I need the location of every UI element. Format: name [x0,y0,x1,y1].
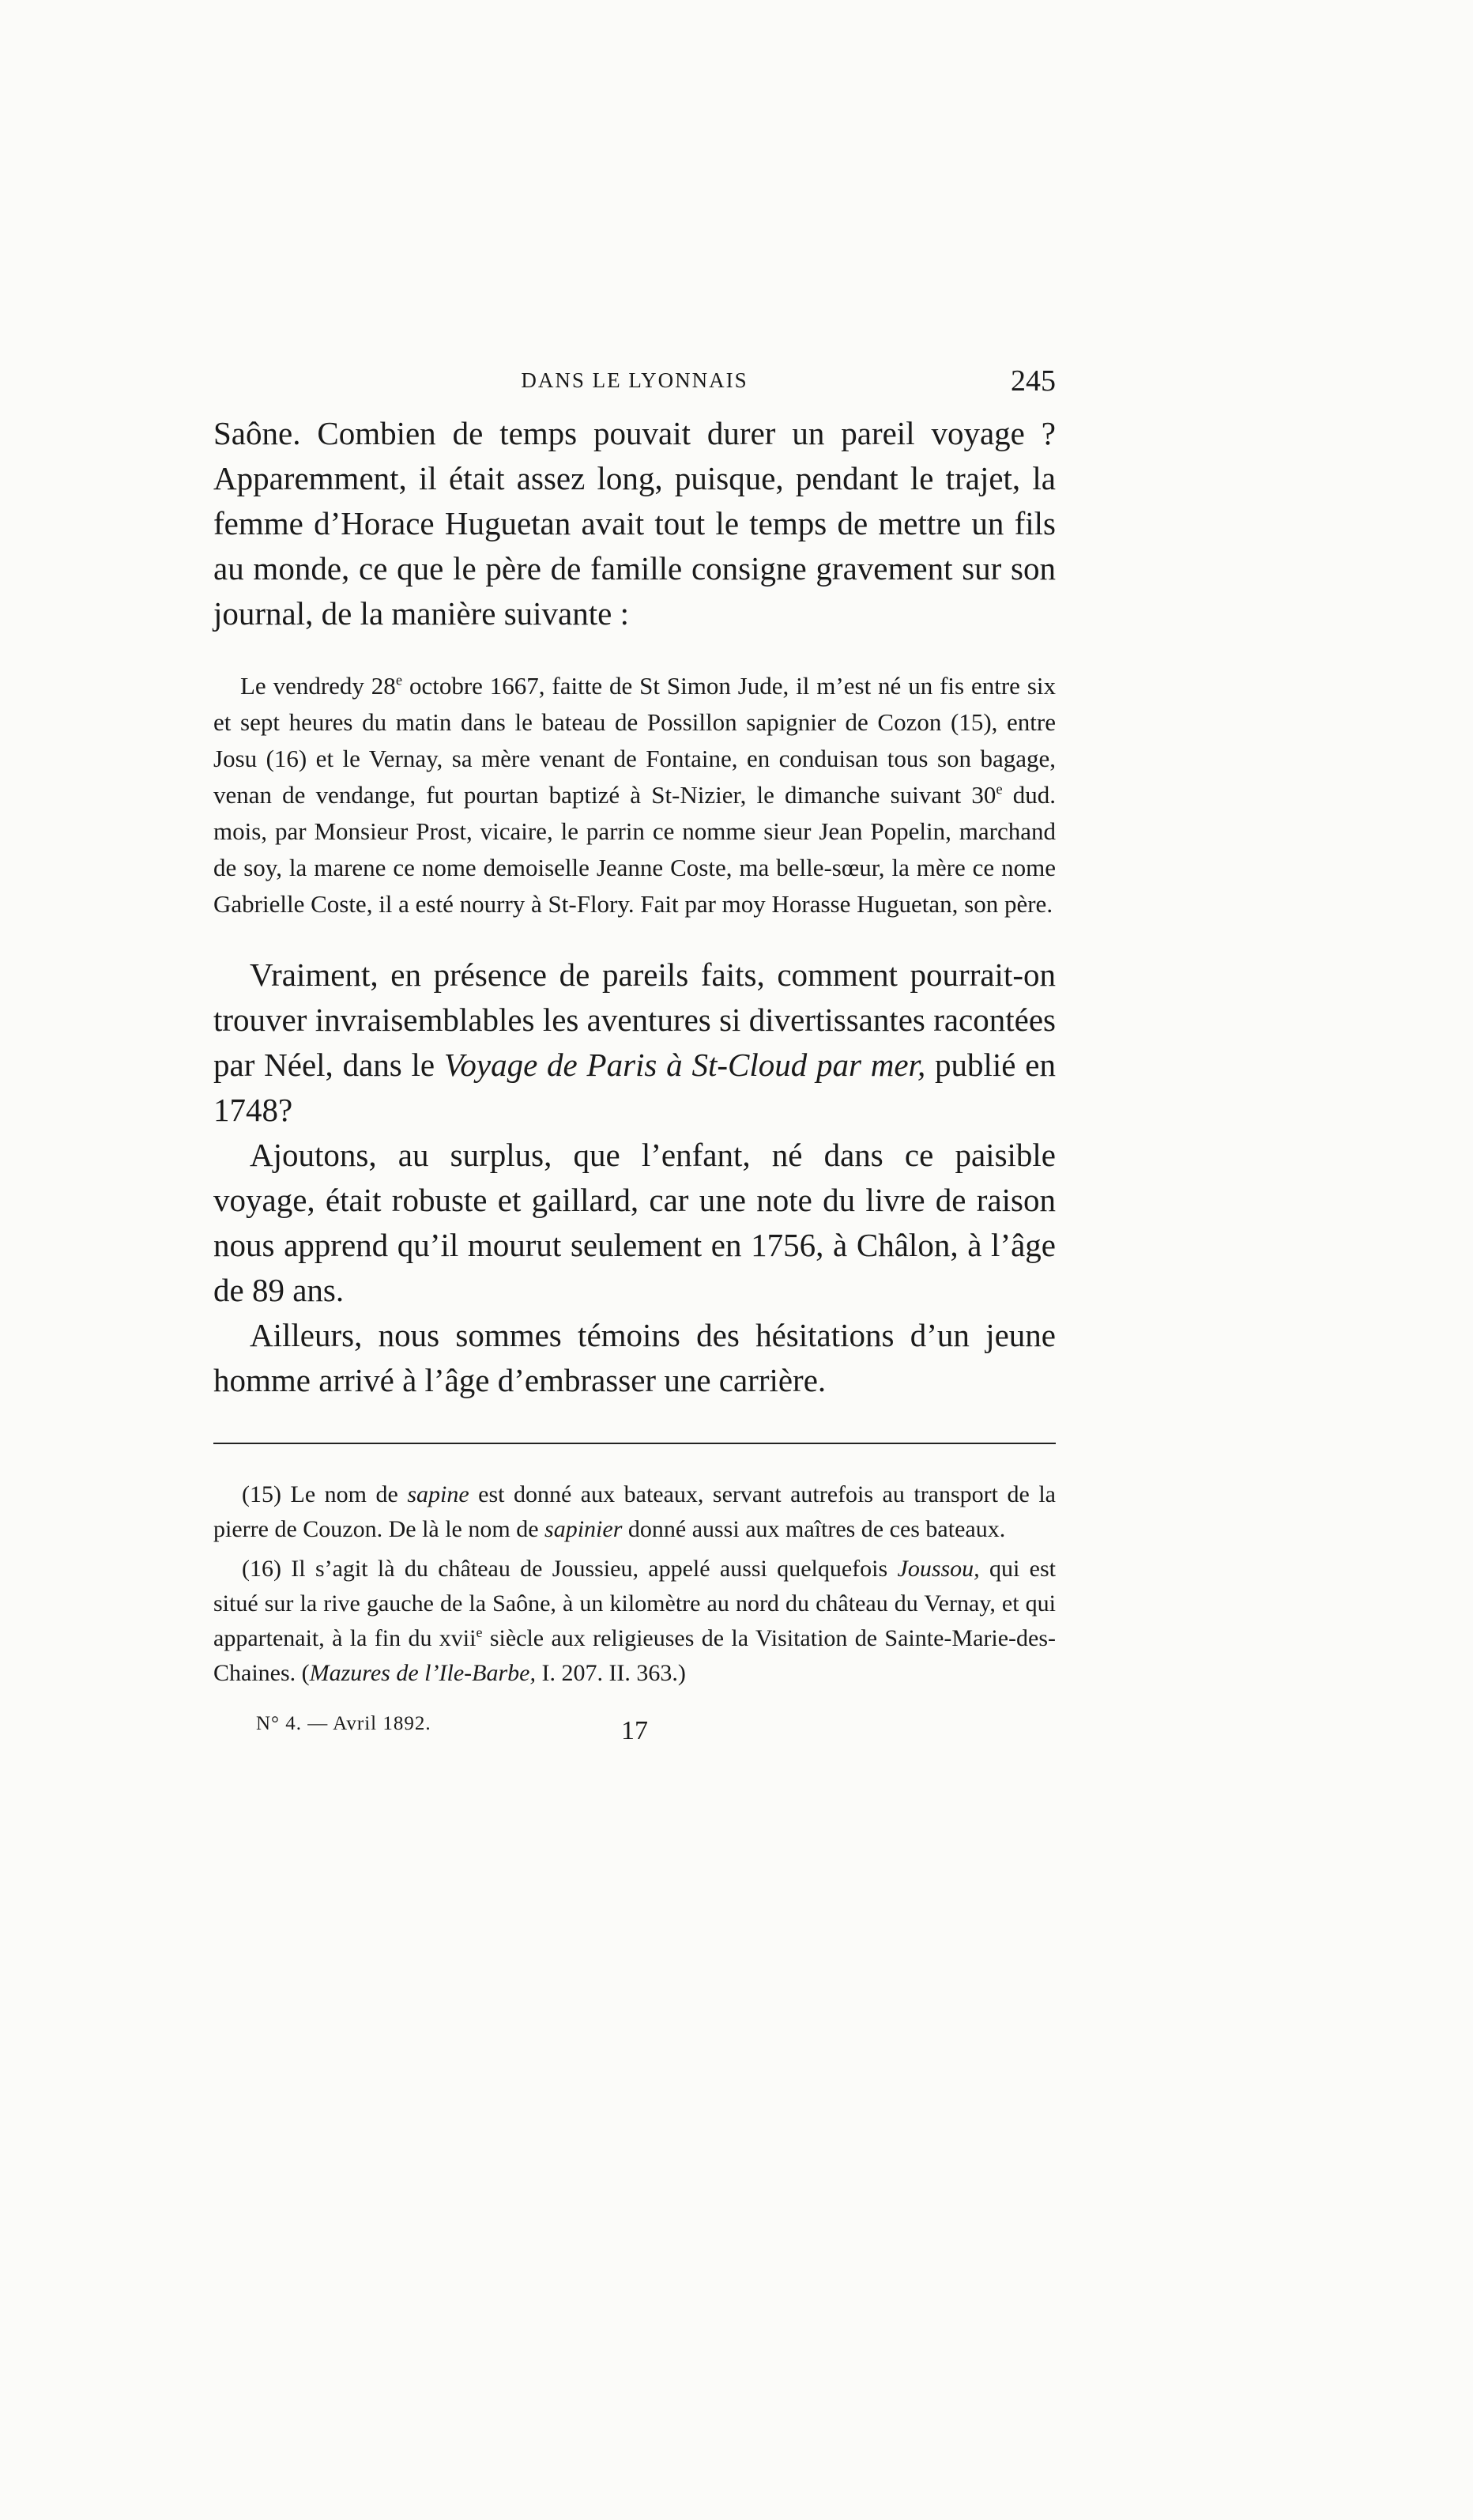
quote-text-3: dud. mois, par Monsieur Prost, vicaire, le parrin ce nomme sieur Jean Popelin, marchand de soy, la marene ce nome demoiselle Jeanne Coste, ma belle-sœur, la mère ce nome Gabrielle Coste, il a esté nourry à St-Flory. Fait par moy Horasse Huguetan, son père. [213,781,1057,918]
running-title: DANS LE LYONNAIS [521,368,748,392]
fn16-italic-1: Joussou, [897,1556,980,1582]
footnotes [213,1477,1056,1691]
fn15-text-b: est donné aux bateaux, servant autrefois au transport de la pierre de Couzon. De là le nom de [213,1481,1056,1542]
quote-text-1: Le vendredy 28 [240,672,396,700]
fn16-text-b: qui est situé sur la rive gauche de la Saône, à un kilomètre au nord du château du Vernay, et qui appartenait, à la fin du xvii [213,1556,1056,1651]
paragraph-opening: Saône. Combien de temps pouvait durer un pareil voyage ? Apparemment, il était assez long, puisque, pendant le trajet, la femme d’Horace Huguetan avait tout le temps de mettre un fils au monde, ce que le père de famille consigne gravement sur son journal, de la manière suivante : [213,415,1056,632]
document-page [213,364,1056,1752]
footnote-16 [213,1552,1056,1691]
page-header [213,364,1056,411]
fn16-text-a: (16) Il s’agit là du château de Joussieu, appelé aussi quelquefois [242,1556,898,1582]
footnote-rule [213,1443,1056,1444]
fn15-text-a: (15) Le nom de [242,1481,408,1507]
fn16-italic-2: Mazures de l’Ile-Barbe, [309,1660,536,1686]
paragraph-ailleurs: Ailleurs, nous sommes témoins des hésitations d’un jeune homme arrivé à l’âge d’embrasser une carrière. [213,1317,1056,1398]
body-text-top [213,411,1056,636]
fn16-text-d: I. 207. II. 363.) [535,1660,686,1686]
p2-italic-title: Voyage de Paris à St-Cloud par mer, [443,1047,926,1083]
quote-paragraph [213,668,1056,922]
fn15-italic-1: sapine [407,1481,469,1507]
quote-sup-2: e [996,781,1003,798]
fn16-sup: e [476,1624,483,1640]
issue-line: N° 4. — Avril 1892. [256,1713,431,1734]
fn15-italic-2: sapinier [544,1516,623,1542]
p2-text-1: Vraiment, en présence de pareils faits, comment pourrait-on trouver invraisemblables les aventures si divertissantes racontées par Néel, dans le [213,956,1056,1083]
quote-text-2: octobre 1667, faitte de St Simon Jude, il m’est né un fis entre six et sept heures du matin dans le bateau de Possillon sapignier de Cozon (15), entre Josu (16) et le Vernay, sa mère venant de Fontaine, en conduisan tous son bagage, venan de vendange, fut pourtan baptizé à St-Nizier, le dimanche suivant 30 [213,672,1056,809]
page-number: 245 [1011,364,1056,398]
quote-sup-1: e [395,672,403,689]
paragraph-vraiment [213,953,1056,1133]
body-text-bottom [213,953,1056,1403]
paragraph-ajoutons: Ajoutons, au surplus, que l’enfant, né dans ce paisible voyage, était robuste et gaillard, car une note du livre de raison nous apprend qu’il mourut seulement en 1756, à Châlon, à l’âge de 89 ans. [213,1137,1056,1308]
footnote-15 [213,1477,1056,1547]
p2-text-2: publié en 1748? [213,1047,1056,1128]
journal-quote [213,668,1056,922]
fn15-text-c: donné aussi aux maîtres de ces bateaux. [622,1516,1006,1542]
fn16-text-c: siècle aux religieuses de la Visitation de Sainte-Marie-des-Chaines. ( [213,1625,1056,1686]
page-footer [213,1713,1056,1752]
signature-mark: 17 [621,1716,648,1745]
